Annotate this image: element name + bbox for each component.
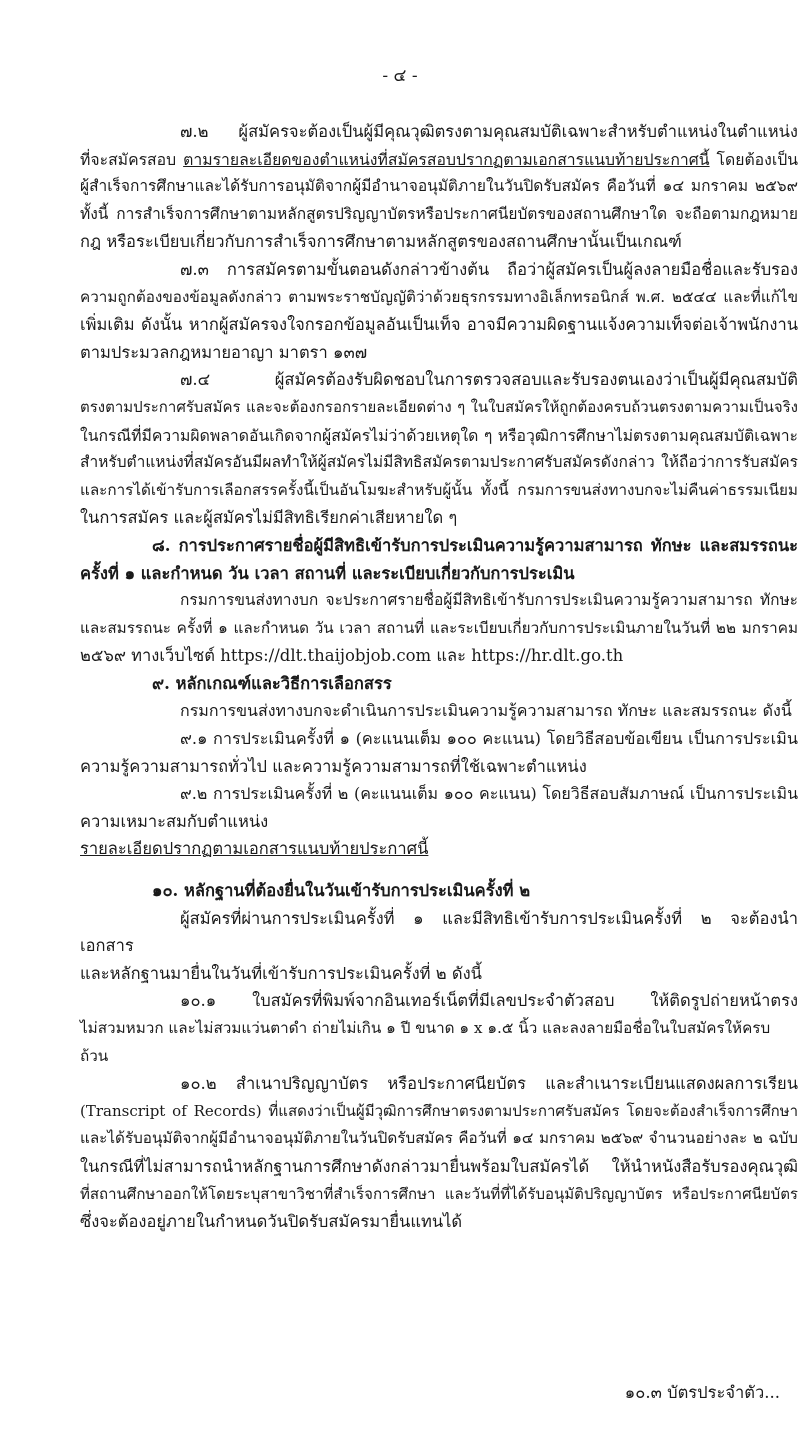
section-7-4 xyxy=(80,366,798,532)
section-heading: ๙. หลักเกณฑ์และวิธีการเลือกสรร xyxy=(152,673,392,693)
paragraph-line: กรมการขนส่งทางบกจะดำเนินการประเมินความรู้ความสามารถ ทักษะ และสมรรถนะ ดังนี้ xyxy=(180,701,792,721)
paragraph-line: ที่สถานศึกษาออกให้โดยระบุสาขาวิชาที่สำเร็จการศึกษา และวันที่ที่ได้รับอนุมัติปริญญาบัตร หรือประกาศนียบัตร xyxy=(80,1184,798,1203)
paragraph-line: ความถูกต้องของข้อมูลดังกล่าว ตามพระราชบัญญัติว่าด้วยธุรกรรมทางอิเล็กทรอนิกส์ พ.ศ. ๒๕๔๔ และที่แก้ไข xyxy=(80,287,798,306)
text-run: โดยต้องเป็น xyxy=(716,149,798,169)
section-heading: ๘. การประกาศรายชื่อผู้มีสิทธิเข้ารับการประเมินความรู้ความสามารถ ทักษะ และสมรรถนะ xyxy=(152,535,798,555)
continuation-note: ๑๐.๓ บัตรประจำตัว... xyxy=(624,1383,780,1402)
section-8 xyxy=(80,532,798,670)
paragraph-line: ความเหมาะสมกับตำแหน่ง xyxy=(80,811,269,831)
section-10 xyxy=(80,877,798,1236)
section-7-2 xyxy=(80,118,798,256)
underlined-reference: รายละเอียดปรากฏตามเอกสารแนบท้ายประกาศนี้ xyxy=(80,839,429,859)
text-run: ที่จะสมัครสอบ xyxy=(80,149,177,169)
paragraph-line: ตรงตามประกาศรับสมัคร และจะต้องกรอกรายละเอียดต่าง ๆ ในใบสมัครให้ถูกต้องครบถ้วนตรงตามความเป็นจริง xyxy=(80,397,798,416)
paragraph-line: ในกรณีที่มีความผิดพลาดอันเกิดจากผู้สมัครไม่ว่าด้วยเหตุใด ๆ หรือวุฒิการศึกษาไม่ตรงตามคุณสมบัติเฉพาะ xyxy=(80,425,798,445)
paragraph-line: ไม่สวมหมวก และไม่สวมแว่นตาดำ ถ่ายไม่เกิน ๑ ปี ขนาด ๑ x ๑.๕ นิ้ว และลงลายมือชื่อในใบสมัครให้ครบถ้วน xyxy=(80,1019,771,1065)
document-body xyxy=(80,118,798,1236)
paragraph-line: สำหรับตำแหน่งที่สมัครอันมีผลทำให้ผู้สมัครไม่มีสิทธิสมัครตามประกาศรับสมัครดังกล่าว ให้ถือว่าการรับสมัคร xyxy=(80,453,798,472)
section-heading: ครั้งที่ ๑ และกำหนด วัน เวลา สถานที่ และระเบียบเกี่ยวกับการประเมิน xyxy=(80,563,575,583)
paragraph-line: ๗.๓ การสมัครตามขั้นตอนดังกล่าวข้างต้น ถือว่าผู้สมัครเป็นผู้ลงลายมือชื่อและรับรอง xyxy=(180,259,798,279)
paragraph-line: (Transcript of Records) ที่แสดงว่าเป็นผู้มีวุฒิการศึกษาตรงตามประกาศรับสมัคร โดยจะต้องสำเร็จการศึกษา xyxy=(80,1101,798,1120)
section-7-3 xyxy=(80,256,798,366)
paragraph-line: ๗.๒ ผู้สมัครจะต้องเป็นผู้มีคุณวุฒิตรงตามคุณสมบัติเฉพาะสำหรับตำแหน่งในตำแหน่ง xyxy=(180,122,798,141)
paragraph-line: และได้รับอนุมัติจากผู้มีอำนาจอนุมัติภายในวันปิดรับสมัคร คือวันที่ ๑๔ มกราคม ๒๕๖๙ จำนวนอย่างละ ๒ ฉบับ xyxy=(80,1129,798,1148)
paragraph-line: เพิ่มเติม ดังนั้น หากผู้สมัครจงใจกรอกข้อมูลอันเป็นเท็จ อาจมีความผิดฐานแจ้งความเท็จต่อเจ้าพนักงาน xyxy=(80,315,798,335)
paragraph-line: ๗.๔ ผู้สมัครต้องรับผิดชอบในการตรวจสอบและรับรองตนเองว่าเป็นผู้มีคุณสมบัติ xyxy=(180,370,798,390)
paragraph-line: ๑๐.๑ ใบสมัครที่พิมพ์จากอินเทอร์เน็ตที่มีเลขประจำตัวสอบ ให้ติดรูปถ่ายหน้าตรง xyxy=(180,991,798,1011)
underlined-reference: ตามรายละเอียดของตำแหน่งที่สมัครสอบปรากฏตามเอกสารแนบท้ายประกาศนี้ xyxy=(183,149,710,169)
paragraph-line: กรมการขนส่งทางบก จะประกาศรายชื่อผู้มีสิทธิเข้ารับการประเมินความรู้ความสามารถ ทักษะ xyxy=(180,591,798,610)
section-heading: ๑๐. หลักฐานที่ต้องยื่นในวันเข้ารับการประเมินครั้งที่ ๒ xyxy=(152,881,531,901)
paragraph-line: ผู้สมัครที่ผ่านการประเมินครั้งที่ ๑ และมีสิทธิเข้ารับการประเมินครั้งที่ ๒ จะต้องนำเอกสาร xyxy=(80,908,798,956)
paragraph-line: ๙.๑ การประเมินครั้งที่ ๑ (คะแนนเต็ม ๑๐๐ คะแนน) โดยวิธีสอบข้อเขียน เป็นการประเมิน xyxy=(180,729,798,749)
paragraph-line: ผู้สำเร็จการศึกษาและได้รับการอนุมัติจากผู้มีอำนาจอนุมัติภายในวันปิดรับสมัคร คือวันที่ ๑๔ มกราคม ๒๕๖๙ xyxy=(80,177,798,196)
page-number: - ๔ - xyxy=(382,66,418,86)
paragraph-line: ๙.๒ การประเมินครั้งที่ ๒ (คะแนนเต็ม ๑๐๐ คะแนน) โดยวิธีสอบสัมภาษณ์ เป็นการประเมิน xyxy=(180,784,798,804)
paragraph-line: กฎ หรือระเบียบเกี่ยวกับการสำเร็จการศึกษาตามหลักสูตรของสถานศึกษานั้นเป็นเกณฑ์ xyxy=(80,232,682,252)
paragraph-line: ในการสมัคร และผู้สมัครไม่มีสิทธิเรียกค่าเสียหายใด ๆ xyxy=(80,508,458,528)
paragraph-line: และการได้เข้ารับการเลือกสรรครั้งนี้เป็นอันโมฆะสำหรับผู้นั้น ทั้งนี้ กรมการขนส่งทางบกจะไม่คืนค่าธรรมเนียม xyxy=(80,480,798,499)
paragraph-line: ความรู้ความสามารถทั่วไป และความรู้ความสามารถที่ใช้เฉพาะตำแหน่ง xyxy=(80,756,587,776)
paragraph-line: ตามประมวลกฎหมายอาญา มาตรา ๑๓๗ xyxy=(80,342,368,362)
section-9 xyxy=(80,670,798,863)
paragraph-line: ทั้งนี้ การสำเร็จการศึกษาตามหลักสูตรปริญญาบัตรหรือประกาศนียบัตรของสถานศึกษาใด จะถือตามกฎหมาย xyxy=(80,204,798,223)
paragraph-line: ในกรณีที่ไม่สามารถนำหลักฐานการศึกษาดังกล่าวมายื่นพร้อมใบสมัครได้ ให้นำหนังสือรับรองคุณวุฒิ xyxy=(80,1156,798,1176)
paragraph-line: และหลักฐานมายื่นในวันที่เข้ารับการประเมินครั้งที่ ๒ ดังนี้ xyxy=(80,963,482,983)
paragraph-line: ๑๐.๒ สำเนาปริญญาบัตร หรือประกาศนียบัตร และสำเนาระเบียนแสดงผลการเรียน xyxy=(180,1074,798,1094)
paragraph-line: และสมรรถนะ ครั้งที่ ๑ และกำหนด วัน เวลา สถานที่ และระเบียบเกี่ยวกับการประเมินภายในวันที่ ๒๒ มกราคม xyxy=(80,618,798,637)
paragraph-line xyxy=(80,146,798,174)
paragraph-line: ๒๕๖๙ ทางเว็บไซต์ https://dlt.thaijobjob.com และ https://hr.dlt.go.th xyxy=(80,646,624,666)
paragraph-line: ซึ่งจะต้องอยู่ภายในกำหนดวันปิดรับสมัครมายื่นแทนได้ xyxy=(80,1212,463,1232)
